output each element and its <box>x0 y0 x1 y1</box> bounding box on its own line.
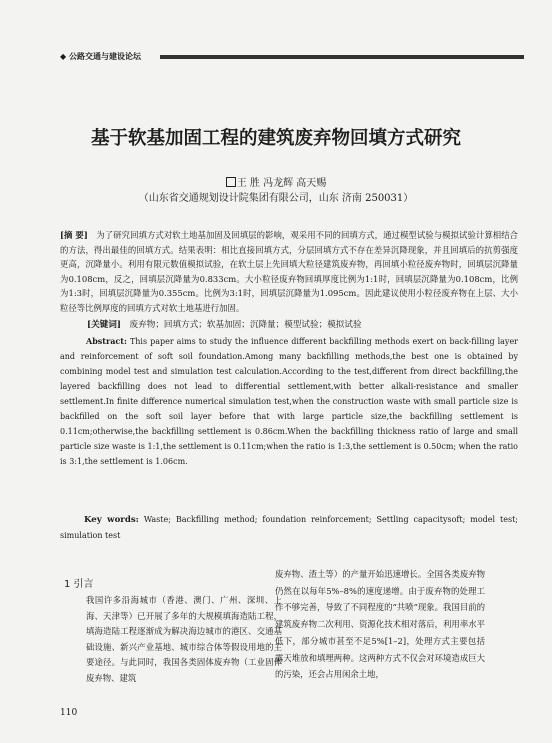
diamond-icon: ◆ <box>60 52 67 61</box>
journal-header <box>60 51 524 63</box>
page-number: 110 <box>60 708 78 718</box>
body-column-left: 我国许多沿海城市（香港、澳门、广州、深圳、上海、天津等）已开展了多年的大规模填海造陆工程，填海造陆工程逐渐成为解决海边城市的港区、交通基础设施、新兴产业基地、城市综合体等假设用地的主要途径。与此同时，我国各类固体废弃物（工业固体废弃物、建筑 <box>86 595 282 683</box>
section-heading: 1 引言 <box>64 579 94 590</box>
checkbox-square-icon <box>226 177 236 187</box>
author-names: 王 胜 冯龙辉 高天赐 <box>236 178 327 189</box>
abstract-en-label: Abstract: <box>86 336 127 346</box>
abstract-cn-text: 为了研究回填方式对软土地基加固及回填层的影响，观采用不同的回填方式，通过模型试验与模拟试验计算相结合的方法，得出最佳的回填方式。结果表明：相比直接回填方式，分层回填方式不存在差异沉降现象，并且回填后的抗剪强度更高，沉降量小。利用有限元数值模拟试验，在软土层上先回填大粒径建筑废弃物，再回填小粒径废弃物时，回填层沉降量为0.108cm，反之，回填层沉降量为0.833cm。大小粒径废弃物回填厚度比例为1:1时，回填层沉降量为0.108cm，比例为1:3时，回填层沉降量为0.355cm。比例为3:1时，回填层沉降量为1.095cm。因此建议使用小粒径废弃物在上层、大小粒径等比例厚度的回填方式对软土地基进行加固。 <box>60 230 519 313</box>
body-column-right: 废弃物、渣土等）的产量开始迅速增长。全国各类废弃物仍然在以每年5%–8%的速度递增。由于废弃物的处理工作不够完善，导致了不同程度的“共喷”现象。我国目前的建筑废弃物二次利用、资源化技术相对落后，利用率水平低下，部分城市甚至不足5%[1–2]，处理方式主要包括露天堆放和填埋两种。这两种方式不仅会对环境造成巨大的污染，还会占用闲余土地， <box>275 569 485 680</box>
author-line <box>0 177 552 191</box>
abstract-cn <box>60 228 518 316</box>
keywords-en-label: Key words: <box>84 515 139 525</box>
keywords-en <box>60 512 518 543</box>
affiliation: （山东省交通规划设计院集团有限公司，山东 济南 250031） <box>138 193 414 204</box>
abstract-cn-label: [摘 要] <box>60 230 88 240</box>
keywords-en-text: Waste; Backfilling method; foundation reinforcement; Settling capacitysoft; model test; simulation test <box>60 515 518 540</box>
keywords-cn-label: [关键词] <box>87 320 121 330</box>
keywords-cn-text: 废弃物；回填方式；软基加固；沉降量；模型试验；模拟试验 <box>129 320 362 330</box>
paper-title: 基于软基加固工程的建筑废弃物回填方式研究 <box>90 128 461 149</box>
abstract-en <box>60 334 518 469</box>
journal-section-name: 公路交通与建设论坛 <box>69 52 141 61</box>
abstract-en-text: This paper aims to study the influence different backfilling methods exert on back-filling layer and reinforcement of soft soil foundation.Among many backfilling methods,the best one is obtained by combining model test and simulation test calculation.According to the test,different from direct backfilling,the layered backfilling does not lead to differential settlement,with better alkali-resistance and smaller settlement.In finite difference numerical simulation test,when the construction waste with small particle size is backfilled on the soft soil layer before that with large particle size,the backfilling settlement is 0.11cm;otherwise,the backfilling settlement is 0.86cm.When the backfilling thickness ratio of large and small particle size waste is 1:1,the settlement is 0.11cm;when the ratio is 1:3,the settlement is 0.50cm; when the ratio is 3:1,the settlement is 1.06cm. <box>60 337 518 466</box>
keywords-cn <box>87 318 517 332</box>
header-rule <box>160 55 524 59</box>
